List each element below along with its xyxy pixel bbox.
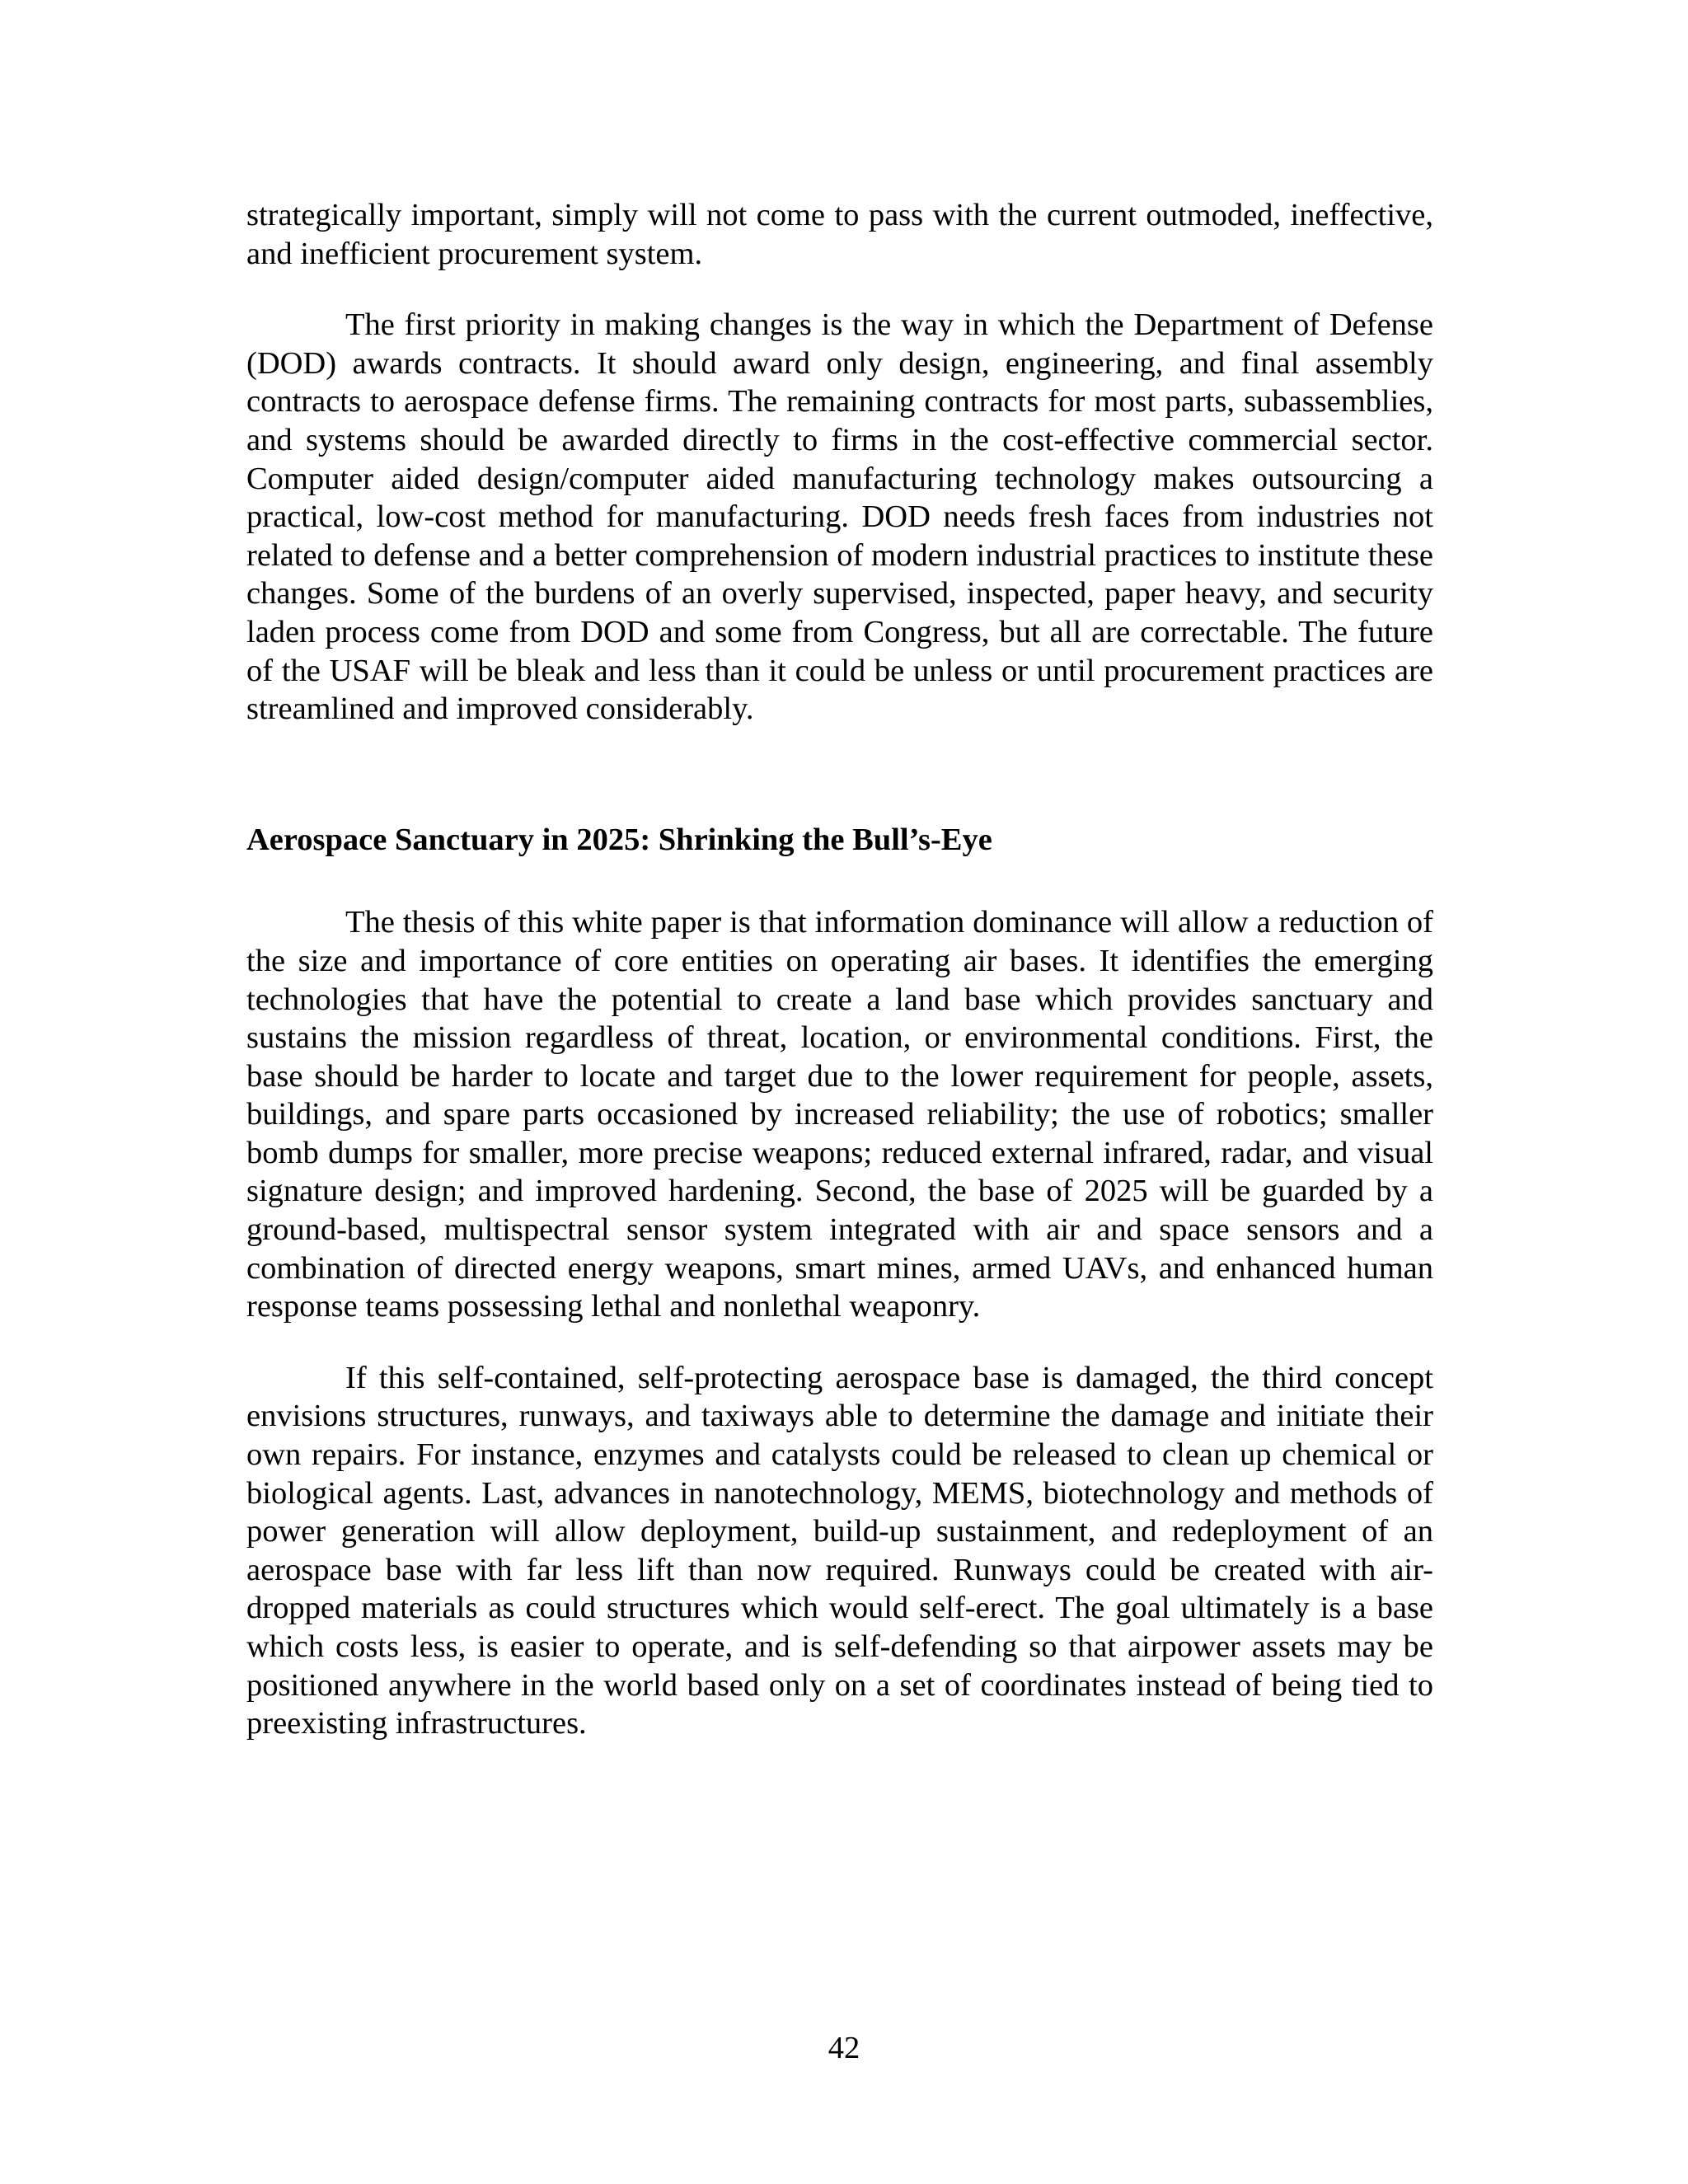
paragraph-self-repair: If this self-contained, self-protecting aerospace base is damaged, the third concept envisions structures, runways, and taxiways able to determine the damage and initiate their own repairs. For instance, enzymes and catalysts could be released to clean up chemical or biological agents. Last, advances in nanotechnology, MEMS, biotechnology and methods of power generation will allow deployment, build-up sustainment, and redeployment of an aerospace base with far less lift than now required. Runways could be created with air-dropped materials as could structures which would self-erect. The goal ultimately is a base which costs less, is easier to operate, and is self-defending so that airpower assets may be positioned anywhere in the world based only on a set of coordinates instead of being tied to preexisting infrastructures. [246,1360,1433,1741]
paragraph-spacer [246,1326,1433,1359]
paragraph-continuation: strategically important, simply will not come to pass with the current outmoded, ineffective, and inefficient procurement system. [246,198,1433,271]
section-heading: Aerospace Sanctuary in 2025: Shrinking the Bull’s-Eye [246,822,992,857]
page-number: 42 [828,2031,860,2065]
paragraph-thesis: The thesis of this white paper is that information dominance will allow a reduction of the size and importance of core entities on operating air bases. It identifies the emerging technologies that have the potential to create a land base which provides sanctuary and sustains the mission regardless of threat, location, or environmental conditions. First, the base should be harder to locate and target due to the lower requirement for people, assets, buildings, and spare parts occasioned by increased reliability; the use of robotics; smaller bomb dumps for smaller, more precise weapons; reduced external infrared, radar, and visual signature design; and improved hardening. Second, the base of 2025 will be guarded by a ground-based, multispectral sensor system integrated with air and space sensors and a combination of directed energy weapons, smart mines, armed UAVs, and enhanced human response teams possessing lethal and nonlethal weaponry. [246,905,1433,1324]
page-body [246,196,1433,1743]
heading-spacer [246,859,1433,903]
paragraph-procurement: The first priority in making changes is the way in which the Department of Defense (DOD) awards contracts. It should award only design, engineering, and final assembly contracts to aerospace defense firms. The remaining contracts for most parts, subassemblies, and systems should be awarded directly to firms in the cost-effective commercial sector. Computer aided design/computer aided manufacturing technology makes outsourcing a practical, low-cost method for manufacturing. DOD needs fresh faces from industries not related to defense and a better comprehension of modern industrial practices to institute these changes. Some of the burdens of an overly supervised, inspected, paper heavy, and security laden process come from DOD and some from Congress, but all are correctable. The future of the USAF will be bleak and less than it could be unless or until procurement practices are streamlined and improved considerably. [246,307,1433,727]
section-spacer [246,729,1433,821]
paragraph-spacer [246,273,1433,306]
